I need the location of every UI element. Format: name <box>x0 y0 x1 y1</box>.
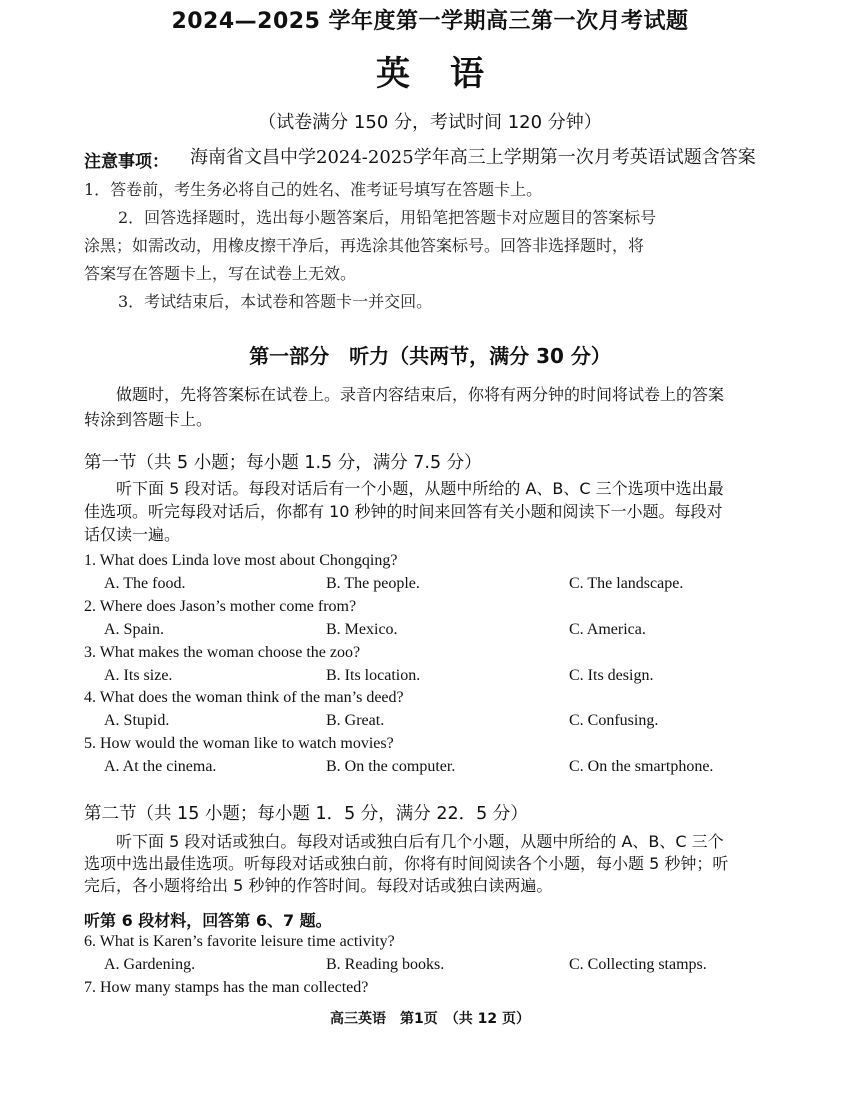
notice-label: 注意事项： <box>84 152 169 172</box>
option-1b: B. The people. <box>326 575 420 592</box>
option-4b: B. Great. <box>326 712 385 729</box>
section2-instr-line2: 选项中选出最佳选项。听每段对话或独白前，你将有时间阅读各个小题，每小题 5 秒钟；听 <box>84 854 729 873</box>
question-1: 1. What does Linda love most about Chongqing? <box>84 552 398 569</box>
question-4: 4. What does the woman think of the man’s deed? <box>84 689 404 706</box>
notice-item-3: 3．考试结束后，本试卷和答题卡一并交回。 <box>118 292 433 311</box>
option-1a: A. The food. <box>104 575 186 592</box>
material-6-label: 听第 6 段材料，回答第 6、7 题。 <box>84 911 332 930</box>
question-2: 2. Where does Jason’s mother come from? <box>84 598 357 615</box>
section1-heading: 第一节（共 5 小题；每小题 1.5 分，满分 7.5 分） <box>84 453 482 473</box>
option-5b: B. On the computer. <box>326 758 456 775</box>
option-6a: A. Gardening. <box>104 956 196 973</box>
section2-heading: 第二节（共 15 小题；每小题 1．5 分，满分 22．5 分） <box>84 804 528 824</box>
option-4a: A. Stupid. <box>104 712 170 729</box>
option-5c: C. On the smartphone. <box>569 758 714 775</box>
part1-intro-line1: 做题时，先将答案标在试卷上。录音内容结束后，你将有两分钟的时间将试卷上的答案 <box>116 385 725 404</box>
section1-instr-line2: 佳选项。听完每段对话后，你都有 10 秒钟的时间来回答有关小题和阅读下一小题。每段对 <box>84 502 723 521</box>
section2-instructions <box>84 831 784 897</box>
question-3: 3. What makes the woman choose the zoo? <box>84 644 361 661</box>
option-2a: A. Spain. <box>104 621 164 638</box>
notice-item-2-cont: 涂黑；如需改动，用橡皮擦干净后，再选涂其他答案标号。回答非选择题时，将 <box>84 236 645 255</box>
section1-instr-line1: 听下面 5 段对话。每段对话后有一个小题，从题中所给的 A、B、C 三个选项中选出最 <box>116 479 724 498</box>
question-5: 5. How would the woman like to watch movies? <box>84 735 394 752</box>
watermark-text: 海南省文昌中学2024-2025学年高三上学期第一次月考英语试题含答案 <box>190 147 756 168</box>
part1-title: 第一部分 听力（共两节，满分 30 分） <box>249 344 611 368</box>
option-3b: B. Its location. <box>326 667 421 684</box>
option-6c: C. Collecting stamps. <box>569 956 707 973</box>
notice-item-2: 2．回答选择题时，选出每小题答案后，用铅笔把答题卡对应题目的答案标号 <box>118 208 657 227</box>
notice-item-1: 1．答卷前，考生务必将自己的姓名、准考证号填写在答题卡上。 <box>84 180 543 199</box>
option-4c: C. Confusing. <box>569 712 659 729</box>
section2-instr-line1: 听下面 5 段对话或独白。每段对话或独白后有几个小题，从题中所给的 A、B、C 三个 <box>116 832 724 851</box>
question-6: 6. What is Karen’s favorite leisure time activity? <box>84 933 395 950</box>
section1-instructions <box>84 477 784 546</box>
part1-intro-line2: 转涂到答题卡上。 <box>84 410 213 429</box>
option-6b: B. Reading books. <box>326 956 445 973</box>
option-3a: A. Its size. <box>104 667 173 684</box>
option-2b: B. Mexico. <box>326 621 398 638</box>
section1-instr-line3: 话仅读一遍。 <box>84 525 181 544</box>
option-2c: C. America. <box>569 621 646 638</box>
page-footer: 高三英语 第1页 （共 12 页） <box>330 1011 530 1027</box>
section2-instr-line3: 完后，各小题将给出 5 秒钟的作答时间。每段对话或独白读两遍。 <box>84 876 553 895</box>
question-7: 7. How many stamps has the man collected? <box>84 979 369 996</box>
exam-note: （试卷满分 150 分，考试时间 120 分钟） <box>258 112 602 133</box>
exam-title: 2024—2025 学年度第一学期高三第一次月考试题 <box>171 9 689 34</box>
option-5a: A. At the cinema. <box>104 758 217 775</box>
notice-item-2-cont2: 答案写在答题卡上，写在试卷上无效。 <box>84 264 357 283</box>
subject-title: 英语 <box>376 54 524 94</box>
option-3c: C. Its design. <box>569 667 654 684</box>
part1-intro <box>84 382 784 432</box>
option-1c: C. The landscape. <box>569 575 684 592</box>
